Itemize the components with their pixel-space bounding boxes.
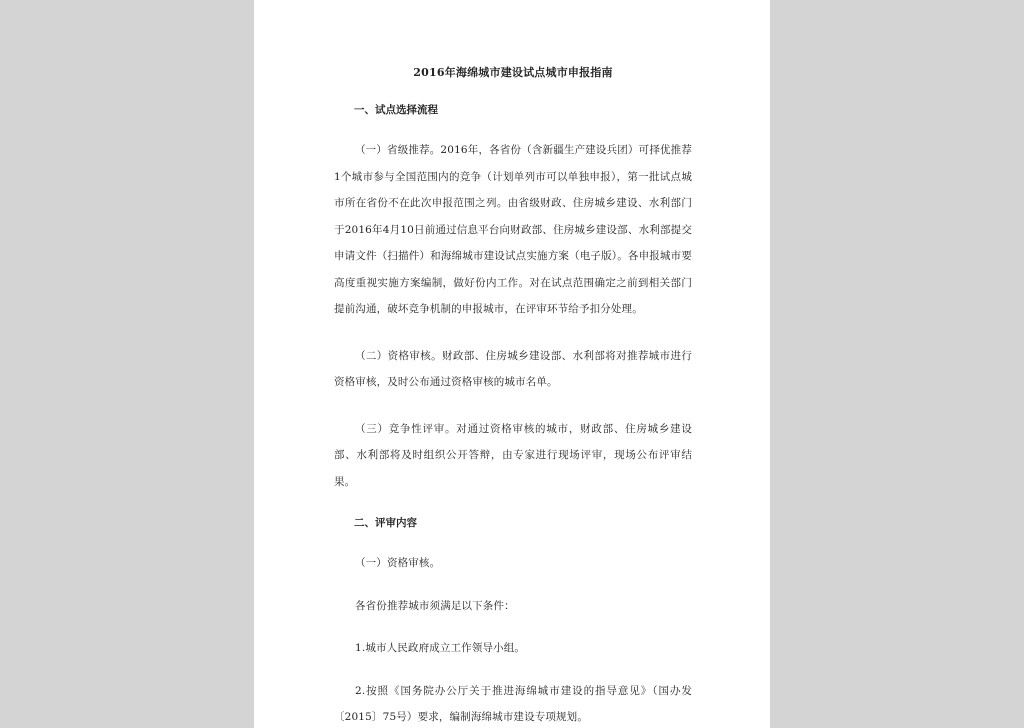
paragraph-qualification-item: （一）资格审核。 xyxy=(355,557,441,569)
document-title: 2016年海绵城市建设试点城市申报指南 xyxy=(413,66,613,79)
paragraph-condition-2: 2.按照《国务院办公厅关于推进海绵城市建设的指导意见》（国办发〔2015〕75号）要求，编制海绵城市建设专项规划。 xyxy=(334,684,692,723)
paragraph-conditions-intro: 各省份推荐城市须满足以下条件： xyxy=(355,599,515,612)
paragraph-competitive-review: （三）竞争性评审。对通过资格审核的城市，财政部、住房城乡建设部、水利部将及时组织公开答辩，由专家进行现场评审，现场公布评审结果。 xyxy=(334,422,692,488)
document-page xyxy=(254,0,770,728)
section-heading-review-content: 二、评审内容 xyxy=(354,517,417,529)
section-heading-selection-process: 一、试点选择流程 xyxy=(354,104,438,116)
paragraph-provincial-recommendation: （一）省级推荐。2016年，各省份（含新疆生产建设兵团）可择优推荐1个城市参与全国范围内的竞争（计划单列市可以单独申报），第一批试点城市所在省份不在此次申报范围之列。由省级财政、住房城乡建设、水利部门于2016年4月10日前通过信息平台向财政部、住房城乡建设部、水利部提交申请文件（扫描件）和海绵城市建设试点实施方案（电子版）。各申报城市要高度重视实施方案编制，做好份内工作。对在试点范围确定之前到相关部门提前沟通，破坏竞争机制的申报城市，在评审环节给予扣分处理。 xyxy=(334,144,692,315)
paragraph-condition-1: 1.城市人民政府成立工作领导小组。 xyxy=(355,642,526,654)
paragraph-qualification-review: （二）资格审核。财政部、住房城乡建设部、水利部将对推荐城市进行资格审核，及时公布通过资格审核的城市名单。 xyxy=(334,349,692,388)
